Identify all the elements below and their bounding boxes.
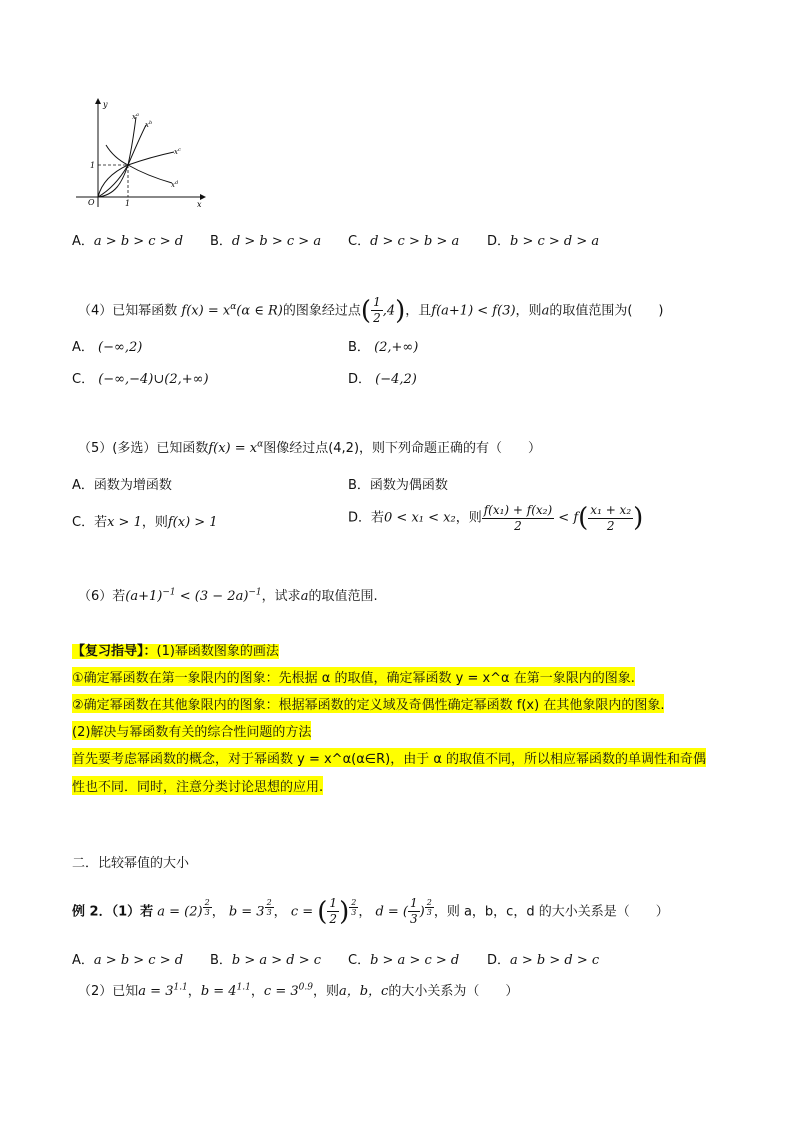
ex2-option-c[interactable]: C．b > a > c > d (348, 953, 460, 968)
q5-option-b[interactable]: B．函数为偶函数 (348, 478, 448, 493)
curve-c (98, 152, 174, 197)
q6-stem: （6）若$(a+1)^{-1} < (3 - 2a)^{-1}$，试求a的取值范围. (78, 587, 378, 604)
curve-label-d: $x^d$ (171, 180, 179, 189)
ex2-option-a[interactable]: A．a > b > c > d (72, 953, 184, 968)
review-title-line (72, 640, 279, 659)
review-line-2: ②确定幂函数在其他象限内的图象：根据幂函数的定义域及奇偶性确定幂函数 f(x) 在其他象限内的图象. (72, 694, 664, 713)
q5-option-a[interactable]: A．函数为增函数 (72, 478, 172, 493)
q3-option-d[interactable]: D．b > c > d > a (487, 234, 600, 249)
review-line-5: 性也不同．同时，注意分类讨论思想的应用. (72, 776, 323, 795)
q4-option-a[interactable]: A． (−∞,2) (72, 340, 143, 355)
q5-option-d[interactable]: D．若0 < x₁ < x₂，则 $\frac{\text{f(x₁) + f(x₂)}}{2}$ < f( $\frac{\text{x₁ + x₂}}{2}$ ) (348, 502, 644, 533)
review-line-4: 首先要考虑幂函数的概念，对于幂函数 y = x^α(α∈R)，由于 α 的取值不同，所以相应幂函数的单调性和奇偶 (72, 748, 706, 767)
curve-label-a: $x^a$ (132, 112, 139, 121)
q4-option-c[interactable]: C． (−∞,−4)∪(2,+∞) (72, 372, 209, 387)
curve-d (106, 145, 172, 183)
power-function-graph (70, 95, 210, 210)
section2-title: 二．比较幂值的大小 (72, 856, 190, 871)
review-title: 【复习指导】： (72, 644, 157, 659)
q4-option-b[interactable]: B． (2,+∞) (348, 340, 419, 355)
axis-label-y: y (103, 100, 108, 109)
review-line-1: ①确定幂函数在第一象限内的图象：先根据 α 的取值，确定幂函数 y = x^α 在第一象限内的图象. (72, 667, 635, 686)
q3-option-a[interactable]: A．a > b > c > d (72, 234, 184, 249)
origin-label: O (88, 198, 95, 207)
y-axis-arrow (95, 98, 101, 104)
review-title-tail: (1)幂函数图象的画法 (156, 644, 279, 659)
curve-label-c: $x^c$ (174, 147, 181, 156)
tick-label-x: 1 (125, 199, 131, 208)
review-line-3: (2)解决与幂函数有关的综合性问题的方法 (72, 721, 311, 740)
ex2-option-b[interactable]: B．b > a > d > c (210, 953, 322, 968)
q5-option-c[interactable]: C．若x > 1，则f(x) > 1 (72, 515, 218, 530)
axis-label-x: x (197, 200, 202, 209)
q4-stem: （4）已知幂函数 $f(x) = x^\alpha(\alpha$ ∈ R)的图象经过点( $\frac{1}{2}$ ,4)，且f(a+1) < f(3)，则a的取值范围为( ) (78, 295, 664, 326)
q4-option-d[interactable]: D． (−4,2) (348, 372, 417, 387)
q5-stem: （5）(多选）已知函数$f(x) = x^\alpha$图像经过点(4,2)，则下列命题正确的有（ ） (78, 439, 542, 456)
q3-option-b[interactable]: B．d > b > c > a (210, 234, 322, 249)
curve-label-b: $x^b$ (145, 120, 153, 129)
ex2-part2-stem: （2）已知$a = 3^{1.1}$，$b = 4^{1.1}$，$c = 3^{0.9}$，则a，b，c的大小关系为（ ） (78, 982, 519, 999)
q3-option-c[interactable]: C．d > c > b > a (348, 234, 460, 249)
tick-label-y: 1 (90, 161, 96, 170)
ex2-stem: 例 2．（1）若 a = (2) $^{\frac{2}{3}}$ ， b = 3 $^{\frac{2}{3}}$ ， c = ( $\frac{1}{2}$ ) $^{\frac{2}{3}}$ ， d = ( $\frac{1}{3}$ ) $^{\frac{2}{3}}$ ，则 a，b，c，d 的大小关系是（ ） (72, 896, 669, 927)
ex2-option-d[interactable]: D．a > b > d > c (487, 953, 600, 968)
